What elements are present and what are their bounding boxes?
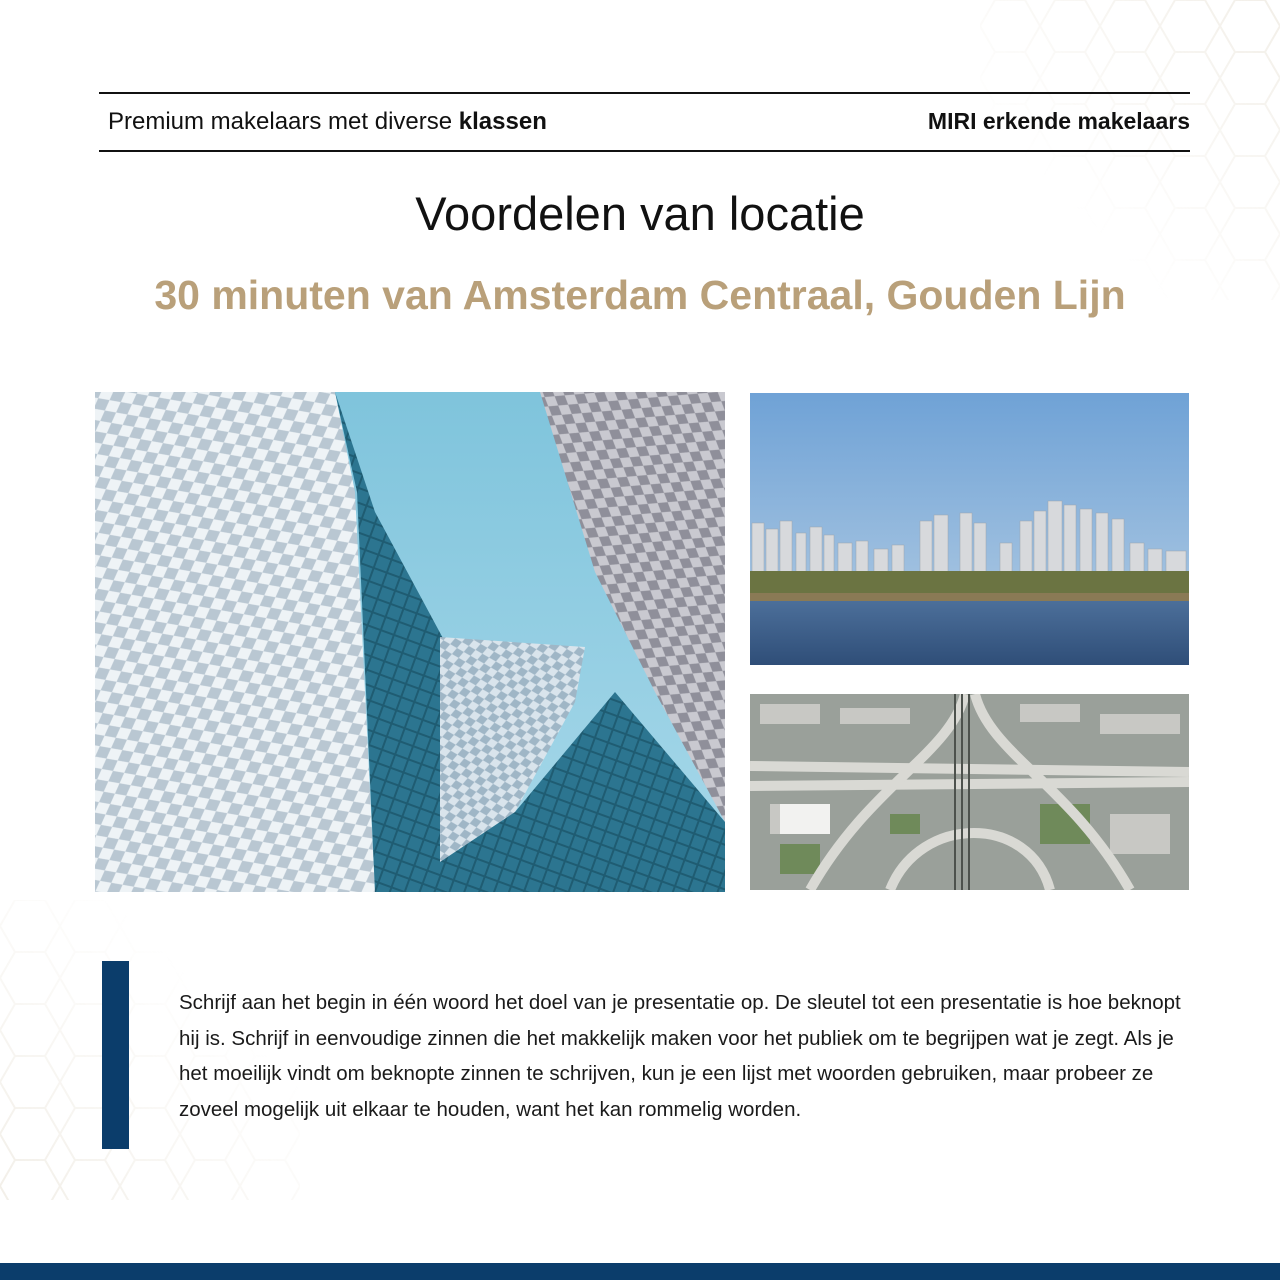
header-tagline-text: Premium makelaars met diverse (108, 108, 453, 135)
page-subtitle: 30 minuten van Amsterdam Centraal, Gouden Lijn (154, 272, 1126, 318)
page-title: Voordelen van locatie (415, 187, 865, 240)
header-divider-top (99, 92, 1190, 94)
header-tagline (108, 108, 547, 136)
lake-skyline-photo (750, 393, 1189, 665)
quote-accent-bar (102, 961, 129, 1149)
header-divider-bottom (99, 150, 1190, 152)
footer-bar (0, 1263, 1280, 1280)
body-paragraph: Schrijf aan het begin in één woord het doel van je presentatie op. De sleutel tot een presentatie is hoe beknopt hij is. Schrijf in eenvoudige zinnen die het makkelijk maken voor het publiek om te begrijpen wat je zegt. Als je het moeilijk vindt om beknopte zinnen te schrijven, kun je een lijst met woorden gebruiken, maar probeer ze zoveel mogelijk uit elkaar te houden, want het kan rommelig worden. (179, 991, 1181, 1121)
header-brand: MIRI erkende makelaars (927, 108, 1190, 134)
header-tagline-bold: klassen (458, 108, 547, 135)
highway-interchange-photo (750, 694, 1189, 890)
skyscraper-photo (95, 392, 725, 892)
